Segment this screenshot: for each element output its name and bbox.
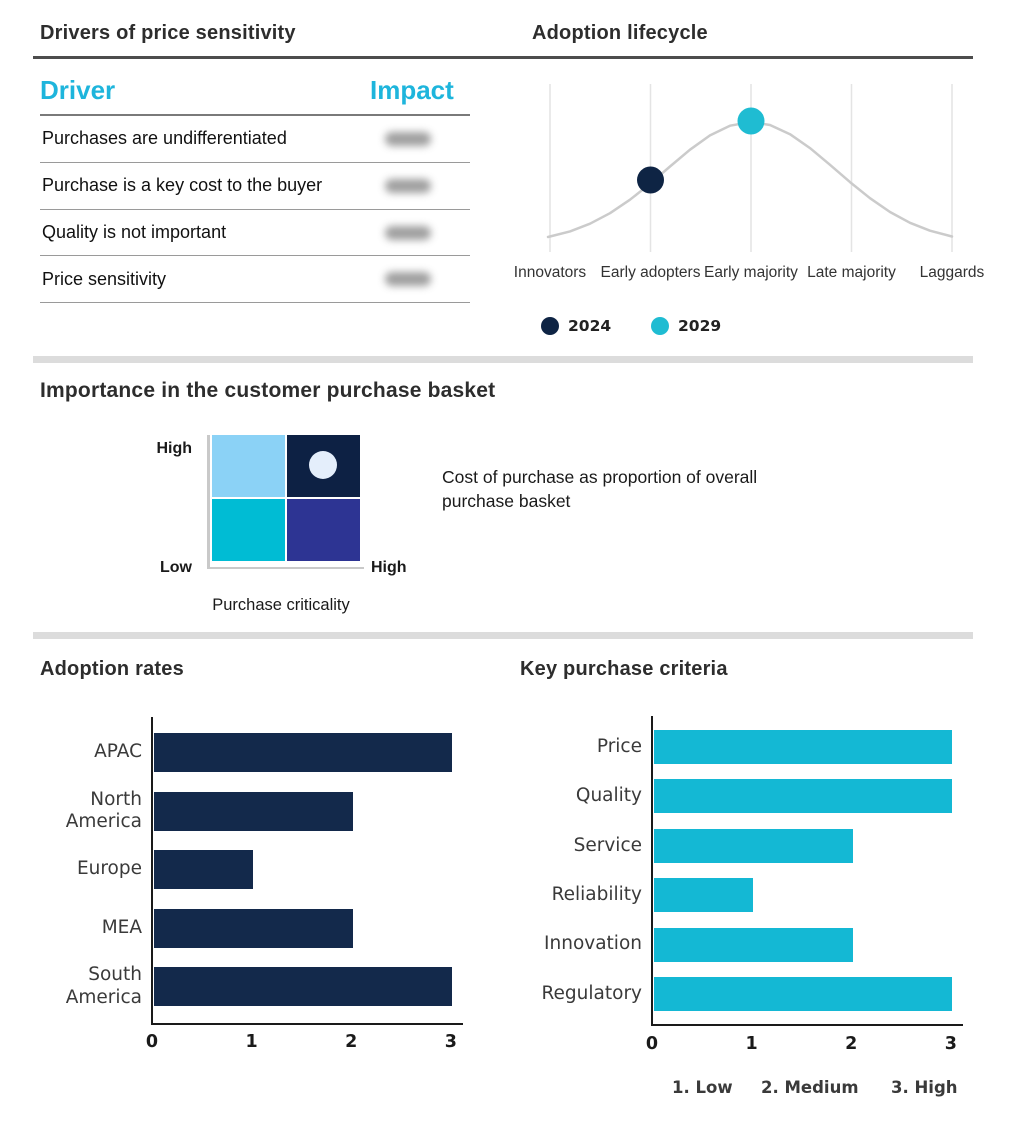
bar-label-europe: Europe <box>76 858 142 880</box>
x-tick-1: 1 <box>245 1032 258 1052</box>
x-tick-3: 3 <box>944 1034 957 1054</box>
adoption-rates-x-axis <box>151 1023 463 1026</box>
bar-price <box>654 730 953 764</box>
bar-service <box>654 829 853 863</box>
driver-cell: Quality is not important <box>42 221 227 242</box>
x-tick-0: 0 <box>145 1032 159 1052</box>
matrix-x-axis-title: Purchase criticality <box>212 596 350 614</box>
x-axis-label-high: High <box>371 559 407 576</box>
bar-label-apac: APAC <box>94 741 142 763</box>
scale-label-low: 1. Low <box>672 1078 733 1097</box>
bar-label-innovation: Innovation <box>544 933 642 955</box>
quadrant-top-left <box>212 435 285 497</box>
column-header-driver: Driver <box>40 75 116 105</box>
bar-label-mea: MEA <box>101 917 142 939</box>
driver-cell: Purchase is a key cost to the buyer <box>42 175 323 196</box>
legend-dot-2029 <box>651 317 669 335</box>
column-header-impact: Impact <box>370 75 454 105</box>
bar-reliability <box>654 878 754 912</box>
driver-cell: Price sensitivity <box>42 268 167 289</box>
bar-innovation <box>654 928 853 962</box>
bar-label-quality: Quality <box>575 785 642 807</box>
bar-label-north-america: North America <box>65 788 142 833</box>
bar-regulatory <box>654 977 953 1011</box>
key-purchase-criteria-title: Key purchase criteria <box>520 658 728 680</box>
legend-item-2024 <box>541 317 611 335</box>
impact-value-blurred <box>385 132 431 146</box>
adoption-lifecycle-chart <box>500 80 990 255</box>
stage-label-laggards: Laggards <box>919 264 985 281</box>
x-tick-0: 0 <box>645 1034 659 1054</box>
adoption-lifecycle-title: Adoption lifecycle <box>532 22 708 44</box>
scale-label-medium: 2. Medium <box>761 1078 859 1097</box>
legend-label-2024: 2024 <box>568 317 612 335</box>
legend-dot-2024 <box>541 317 559 335</box>
quadrant-bottom-right <box>287 499 360 561</box>
bar-label-south-america: South America <box>65 964 142 1008</box>
table-row <box>40 256 470 303</box>
adoption-curve <box>548 122 952 237</box>
x-tick-1: 1 <box>745 1034 758 1054</box>
table-row <box>40 163 470 210</box>
impact-value-blurred <box>385 272 431 286</box>
stage-label-early-adopters: Early adopters <box>600 264 701 281</box>
bar-mea <box>154 909 353 948</box>
y-axis-label-low: Low <box>160 559 192 576</box>
quadrant-bottom-left <box>212 499 285 561</box>
stage-label-innovators: Innovators <box>513 264 587 281</box>
key-criteria-y-axis <box>651 716 654 1026</box>
bar-south-america <box>154 967 453 1006</box>
stage-label-late-majority: Late majority <box>807 264 896 281</box>
driver-cell: Purchases are undifferentiated <box>42 128 287 149</box>
bar-label-price: Price <box>596 735 642 757</box>
y-axis-label-high: High <box>156 440 192 457</box>
matrix-annotation: Cost of purchase as proportion of overall purchase basket <box>442 467 758 511</box>
stage-label-early-majority: Early majority <box>704 264 798 281</box>
bar-label-reliability: Reliability <box>551 883 642 905</box>
section-separator <box>33 356 973 363</box>
data-point-2024 <box>637 167 664 194</box>
drivers-of-price-sensitivity-table <box>40 70 470 303</box>
adoption-rates-y-axis <box>151 717 154 1025</box>
table-row <box>40 116 470 163</box>
matrix-x-axis <box>207 567 364 570</box>
x-tick-2: 2 <box>845 1034 858 1054</box>
impact-value-blurred <box>385 226 431 240</box>
section-separator <box>33 632 973 639</box>
drivers-table-title: Drivers of price sensitivity <box>40 22 296 44</box>
table-row <box>40 210 470 257</box>
bar-label-service: Service <box>573 834 642 856</box>
x-tick-3: 3 <box>444 1032 457 1052</box>
bar-north-america <box>154 792 353 831</box>
adoption-rates-title: Adoption rates <box>40 658 184 680</box>
matrix-y-axis <box>207 435 210 569</box>
matrix-marker-dot <box>309 451 337 479</box>
header-rule <box>33 56 973 59</box>
table-header-row <box>40 70 470 116</box>
bar-label-regulatory: Regulatory <box>541 982 642 1004</box>
matrix-title: Importance in the customer purchase basket <box>40 379 496 402</box>
bar-apac <box>154 733 453 772</box>
bar-europe <box>154 850 254 889</box>
key-criteria-x-axis <box>651 1024 963 1027</box>
legend-label-2029: 2029 <box>678 317 722 335</box>
legend-item-2029 <box>651 317 721 335</box>
scale-label-high: 3. High <box>891 1078 958 1097</box>
quadrant-matrix <box>212 435 360 561</box>
impact-value-blurred <box>385 179 431 193</box>
bar-quality <box>654 779 953 813</box>
x-tick-2: 2 <box>345 1032 358 1052</box>
data-point-2029 <box>738 108 765 135</box>
